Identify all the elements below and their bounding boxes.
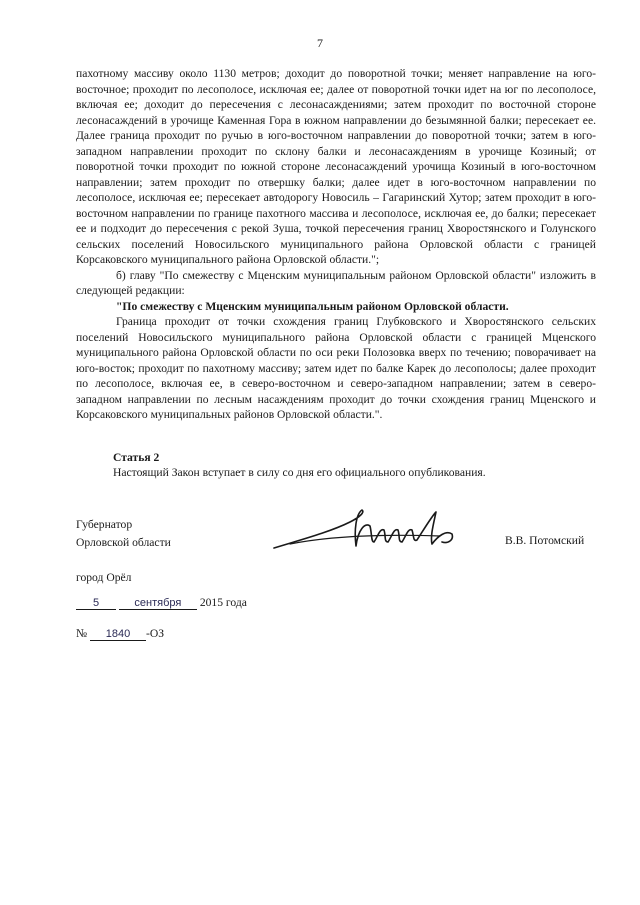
signatory-name: В.В. Потомский: [505, 534, 585, 547]
number-value: 1840: [90, 628, 146, 641]
date-year: 2015 года: [199, 596, 247, 609]
paragraph-mtsensk-boundary: Граница проходит от точки схождения границ Глубковского и Хворостянского сельских поселений Новосильского муниципального района Орловской области с границей Мценского муниципального района Орловской области по оси реки Полозовка вверх по течению; поворачивает на юго-восток; проходит по пахотному массиву; затем идет по балке Карек до лесополосы; далее проходит по лесополосе, включая ее, в северо-восточном и северо-западном направлении; затем в северо-западном направлении по лесным насаждениям проходит до точки схождения границ Мценского и Корсаковского муниципальных районов Орловской области.".: [76, 315, 596, 421]
date-day: 5: [76, 597, 116, 610]
paragraph-boundary-description: пахотному массиву около 1130 метров; доходит до поворотной точки; меняет направление на юго-восточное; проходит по лесополосе, исключая ее; далее от поворотной точки идет на юг по лесополосе, включая ее; доходит до пересечения с лесонасаждениями; затем проходит по восточной стороне лесонасаждений в урочище Каменная Гора в южном направлении до безымянной балки; пересекает ее. Далее граница проходит по ручью в юго-восточном направлении до поворотной точки; затем в юго-западном направлении проходит по склону балки и лесонасаждениям в урочище Козиный; от поворотной точки проходит по южной стороне лесонасаждений урочища Козиный в юго-восточном направлении; затем проходит по отвершку балки; далее идет в юго-восточном направлении по лесополосе, исключая ее; пересекает автодорогу Новосиль – Гагаринский Хутор; затем проходит в юго-восточном направлении по границе пахотного массива и лесополосе, исключая ее, до балки; пересекает ее и подходит до пересечения с рекой Зуша, точкой пересечения границ Хворостянского и Голунского сельских поселений Новосильского муниципального района Орловской области с границей Корсаковского муниципального района Орловской области.";: [76, 67, 596, 266]
number-suffix: -ОЗ: [145, 627, 165, 640]
city: город Орёл: [76, 571, 132, 584]
law-number: [76, 627, 164, 641]
article-title: Статья 2: [113, 451, 160, 464]
position-line-2: Орловской области: [76, 536, 171, 549]
date-month: сентября: [119, 597, 197, 610]
paragraph-chapter-amendment: б) главу "По смежеству с Мценским муниципальным районом Орловской области" изложить в следующей редакции:: [76, 268, 596, 297]
signing-date: [76, 596, 247, 610]
body-text: [76, 66, 596, 423]
number-prefix: №: [76, 627, 88, 640]
handwritten-signature: [270, 500, 470, 560]
page-number: 7: [317, 36, 323, 50]
position-line-1: Губернатор: [76, 518, 133, 531]
signatory-position: [76, 516, 171, 552]
chapter-heading: "По смежеству с Мценским муниципальным районом Орловской области.: [116, 299, 509, 313]
article-text: Настоящий Закон вступает в силу со дня его официального опубликования.: [113, 466, 486, 479]
